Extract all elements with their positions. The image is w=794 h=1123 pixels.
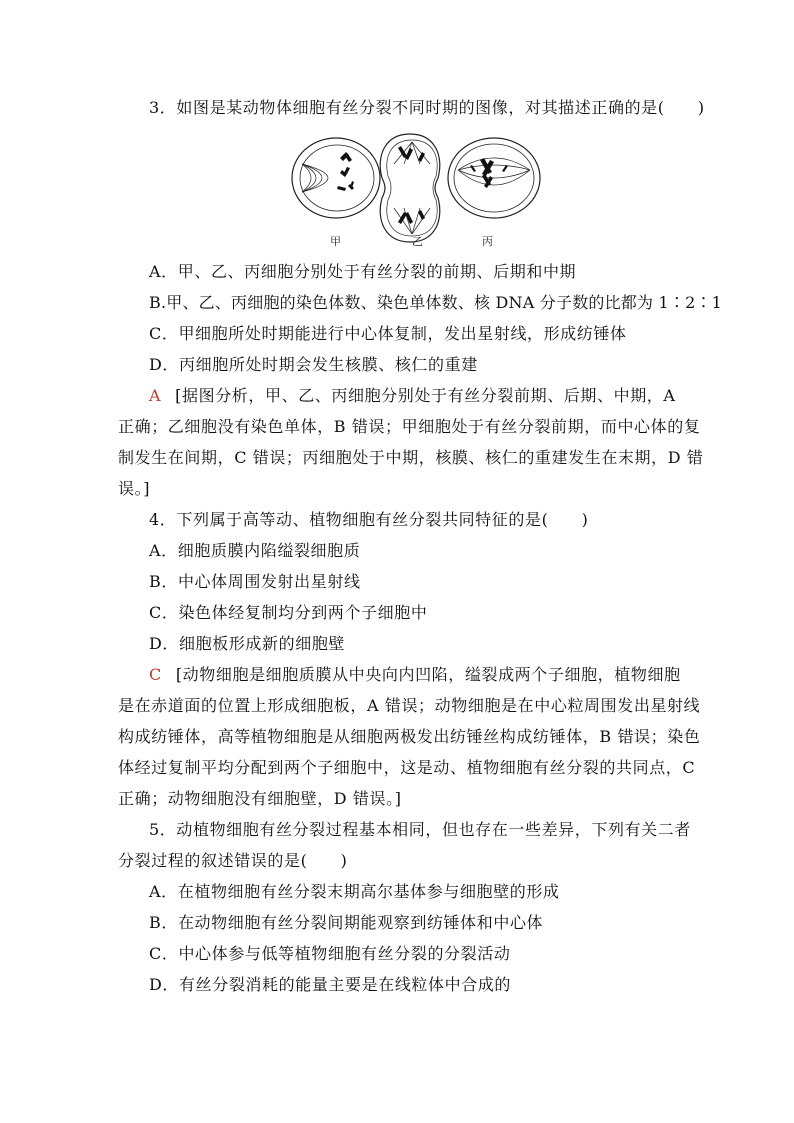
- q5-option-d: D．有丝分裂消耗的能量主要是在线粒体中合成的: [149, 975, 512, 994]
- bing-spindle: [458, 158, 530, 185]
- q3-stem: 3．如图是某动物体细胞有丝分裂不同时期的图像，对其描述正确的是( ): [149, 98, 705, 117]
- q4-answer: C: [149, 665, 162, 684]
- q4-stem: 4．下列属于高等动、植物细胞有丝分裂共同特征的是( ): [149, 510, 589, 529]
- q3-explanation-line-2: 正确；乙细胞没有染色单体，B 错误；甲细胞处于有丝分裂前期，而中心体的复: [118, 417, 701, 436]
- q3-explanation-line-4: 误。]: [118, 479, 151, 498]
- mitosis-diagram: [290, 126, 550, 250]
- q4-explanation-line-5: 正确；动物细胞没有细胞壁，D 错误。]: [118, 789, 402, 808]
- mitosis-figure: [290, 126, 550, 250]
- fig-label-yi: 乙: [412, 235, 423, 248]
- chromosomes: [337, 146, 508, 224]
- q4-option-a: A．细胞质膜内陷缢裂细胞质: [149, 541, 361, 560]
- q3-option-b: B.甲、乙、丙细胞的染色体数、染色单体数、核 DNA 分子数的比都为 1∶2∶1: [149, 293, 723, 312]
- q3-explanation-line-1: A [据图分析，甲、乙、丙细胞分别处于有丝分裂前期、后期、中期，A: [149, 386, 676, 405]
- q5-stem-line-2: 分裂过程的叙述错误的是( ): [118, 851, 348, 870]
- fig-label-bing: 丙: [482, 235, 493, 248]
- q4-explanation-line-3: 构成纺锤体，高等植物细胞是从细胞两极发出纺锤丝构成纺锤体，B 错误；染色: [118, 727, 701, 746]
- q5-option-c: C．中心体参与低等植物细胞有丝分裂的分裂活动: [149, 944, 511, 963]
- q3-option-c: C．甲细胞所处时期能进行中心体复制，发出星射线，形成纺锤体: [149, 324, 627, 343]
- jia-spindle: [302, 164, 328, 192]
- q5-stem-line-1: 5．动植物细胞有丝分裂过程基本相同，但也存在一些差异，下列有关二者: [149, 820, 691, 839]
- q4-explanation-line-4: 体经过复制平均分配到两个子细胞中，这是动、植物细胞有丝分裂的共同点，C: [118, 758, 696, 777]
- q5-option-a: A．在植物细胞有丝分裂末期高尔基体参与细胞壁的形成: [149, 882, 560, 901]
- q4-option-c: C．染色体经复制均分到两个子细胞中: [149, 603, 428, 622]
- q4-option-b: B．中心体周围发射出星射线: [149, 572, 361, 591]
- q4-explanation-line-2: 是在赤道面的位置上形成细胞板，A 错误；动物细胞是在中心粒周围发出星射线: [118, 696, 701, 715]
- q5-option-b: B．在动物细胞有丝分裂间期能观察到纺锤体和中心体: [149, 913, 544, 932]
- q3-answer: A: [149, 386, 162, 405]
- q3-option-d: D．丙细胞所处时期会发生核膜、核仁的重建: [149, 355, 478, 374]
- cell-jia: [292, 138, 380, 218]
- q3-explanation-line-3: 制发生在间期，C 错误；丙细胞处于中期，核膜、核仁的重建发生在末期，D 错: [118, 448, 704, 467]
- q3-option-a: A．甲、乙、丙细胞分别处于有丝分裂的前期、后期和中期: [149, 262, 577, 281]
- q4-explanation-line-1: C [动物细胞是细胞质膜从中央向内凹陷，缢裂成两个子细胞，植物细胞: [149, 665, 681, 684]
- fig-label-jia: 甲: [330, 235, 341, 248]
- q4-option-d: D．细胞板形成新的细胞壁: [149, 634, 346, 653]
